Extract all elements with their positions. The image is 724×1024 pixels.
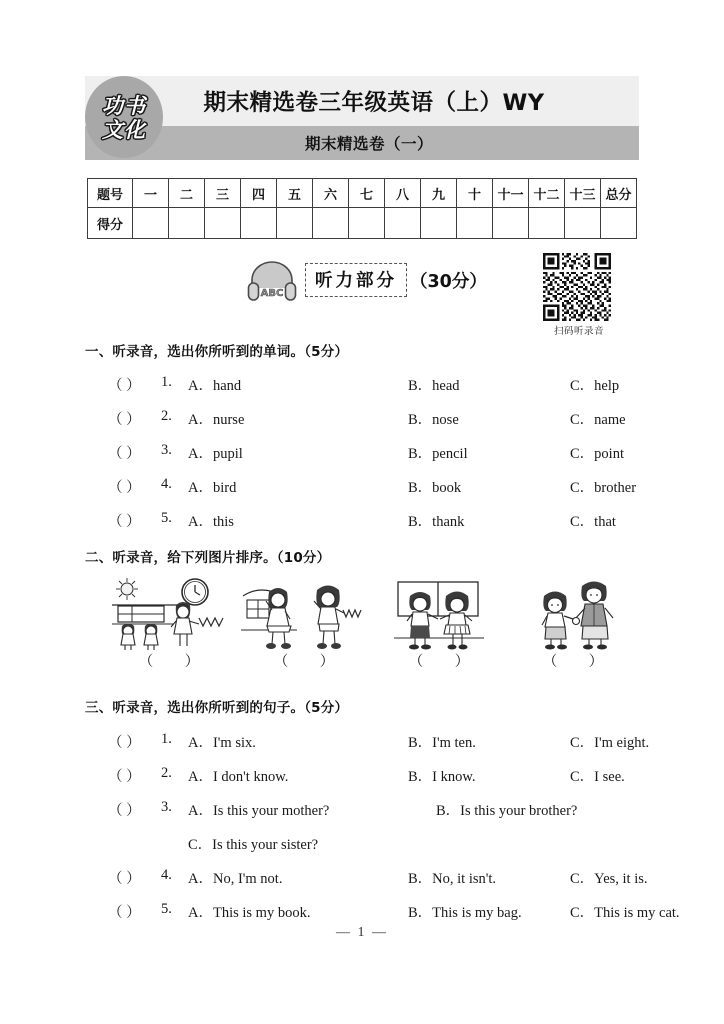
question-row-s1-q5 [108,510,648,530]
classroom-clock-scene [104,576,234,650]
question-row-s3-q1 [108,731,648,751]
two-girls-waving-scene [239,576,369,650]
option-c[interactable]: C．I see. [570,769,625,785]
score-cell-total[interactable] [601,208,637,239]
option-b[interactable]: B．I know. [408,769,476,785]
answer-bracket[interactable]: （ ） [108,378,141,394]
col-header-9: 九 [421,179,457,208]
question-row-s1-q2 [108,408,648,428]
answer-bracket[interactable]: （ ） [108,412,141,428]
option-a[interactable]: A．No, I'm not. [188,871,283,887]
picture-answer-bracket-2[interactable]: （ ） [273,654,349,670]
score-cell-4[interactable] [241,208,277,239]
score-cell-3[interactable] [205,208,241,239]
col-header-2: 二 [169,179,205,208]
question-row-s1-q4 [108,476,648,496]
listening-section-banner [246,258,487,302]
question-row-s3-q4 [108,867,648,887]
score-cell-12[interactable] [529,208,565,239]
picture-answer-bracket-1[interactable]: （ ） [138,654,214,670]
table-row-scores [88,208,637,239]
publisher-logo [85,76,163,158]
question-row-s3-q5 [108,901,680,921]
score-cell-10[interactable] [457,208,493,239]
option-c[interactable]: C．This is my cat. [570,905,680,921]
option-c[interactable]: C．that [570,514,616,530]
picture-cell-4 [508,576,638,670]
question-number: 5. [161,901,172,917]
question-number: 5. [161,510,172,526]
question-number: 4. [161,476,172,492]
question-row-s3-q3 [108,799,648,819]
col-header-7: 七 [349,179,385,208]
question-number: 3. [161,442,172,458]
row-label-score: 得分 [88,208,133,239]
score-cell-13[interactable] [565,208,601,239]
question-number: 3. [161,799,172,815]
col-header-4: 四 [241,179,277,208]
col-header-3: 三 [205,179,241,208]
section-title-2: 二、听录音，给下列图片排序。（10分） [85,550,331,566]
score-cell-8[interactable] [385,208,421,239]
option-a[interactable]: A．I don't know. [188,769,289,785]
question-number: 4. [161,867,172,883]
logo-line-2: 文化 [102,116,146,142]
qr-caption: 扫码听录音 [553,326,604,337]
option-c[interactable]: C．Yes, it is. [570,871,648,887]
answer-bracket[interactable]: （ ） [108,446,141,462]
option-a[interactable]: A．I'm six. [188,735,256,751]
boy-and-girl-window-scene [374,576,504,650]
option-b[interactable]: B．thank [408,514,465,530]
question-row-s1-q1 [108,374,648,394]
score-cell-9[interactable] [421,208,457,239]
option-c[interactable]: C．name [570,412,626,428]
option-a[interactable]: A．this [188,514,234,530]
section-title-3: 三、听录音，选出你所听到的句子。（5分） [85,700,349,716]
option-b[interactable]: B．I'm ten. [408,735,476,751]
col-header-1: 一 [133,179,169,208]
question-row-s3-q3-continued [108,833,648,853]
option-a[interactable]: A．Is this your mother? [188,803,330,819]
answer-bracket[interactable]: （ ） [108,480,141,496]
listening-label: 听力部分 [305,263,407,297]
option-b[interactable]: B．head [408,378,460,394]
answer-bracket[interactable]: （ ） [108,803,141,819]
score-cell-2[interactable] [169,208,205,239]
section-title-1: 一、听录音，选出你所听到的单词。（5分） [85,344,349,360]
question-row-s3-q2 [108,765,648,785]
qr-code-block[interactable] [543,253,615,337]
picture-answer-bracket-3[interactable]: （ ） [408,654,484,670]
answer-bracket[interactable]: （ ） [108,769,141,785]
col-header-total: 总分 [601,179,637,208]
option-a[interactable]: A．hand [188,378,242,394]
option-b[interactable]: B．pencil [408,446,468,462]
col-header-13: 十三 [565,179,601,208]
option-c[interactable]: C．I'm eight. [570,735,650,751]
qr-code-icon[interactable] [543,253,611,321]
table-row-question-numbers [88,179,637,208]
col-header-5: 五 [277,179,313,208]
logo-line-1: 功书 [102,92,146,118]
page-title: 期末精选卷三年级英语（上）WY [203,90,545,116]
option-b[interactable]: B．nose [408,412,459,428]
headphone-icon [246,258,298,302]
boy-shaking-hands-scene [508,576,638,650]
col-header-11: 十一 [493,179,529,208]
score-cell-7[interactable] [349,208,385,239]
question-number: 2. [161,408,172,424]
page-number: — 1 — [336,925,388,940]
option-c[interactable]: C．point [570,446,624,462]
page-subtitle: 期末精选卷（一） [304,135,433,153]
page-header [85,76,639,164]
picture-answer-bracket-4[interactable]: （ ） [542,654,618,670]
answer-bracket[interactable]: （ ） [108,905,141,921]
option-c[interactable]: C．brother [570,480,637,496]
question-number: 1. [161,374,172,390]
option-c[interactable]: C．Is this your sister? [188,837,319,853]
answer-bracket[interactable]: （ ） [108,514,141,530]
picture-ordering-strip [104,576,638,670]
option-b[interactable]: B．No, it isn't. [408,871,497,887]
col-header-8: 八 [385,179,421,208]
score-cell-5[interactable] [277,208,313,239]
option-b[interactable]: B．Is this your brother? [436,803,578,819]
picture-cell-1 [104,576,234,670]
option-b[interactable]: B．book [408,480,462,496]
picture-cell-3 [374,576,504,670]
option-a[interactable]: A．nurse [188,412,245,428]
col-header-6: 六 [313,179,349,208]
option-a[interactable]: A．bird [188,480,237,496]
score-cell-6[interactable] [313,208,349,239]
listening-score: （30分） [410,271,487,292]
question-row-s1-q3 [108,442,648,462]
col-header-12: 十二 [529,179,565,208]
option-a[interactable]: A．This is my book. [188,905,311,921]
option-a[interactable]: A．pupil [188,446,243,462]
answer-bracket[interactable]: （ ） [108,735,141,751]
answer-bracket[interactable]: （ ） [108,871,141,887]
score-cell-1[interactable] [133,208,169,239]
svg-text:ABC: ABC [260,288,284,299]
question-number: 2. [161,765,172,781]
picture-cell-2 [239,576,369,670]
option-c[interactable]: C．help [570,378,620,394]
score-cell-11[interactable] [493,208,529,239]
row-label-question: 题号 [88,179,133,208]
col-header-10: 十 [457,179,493,208]
question-number: 1. [161,731,172,747]
option-b[interactable]: B．This is my bag. [408,905,522,921]
score-table [87,178,637,239]
